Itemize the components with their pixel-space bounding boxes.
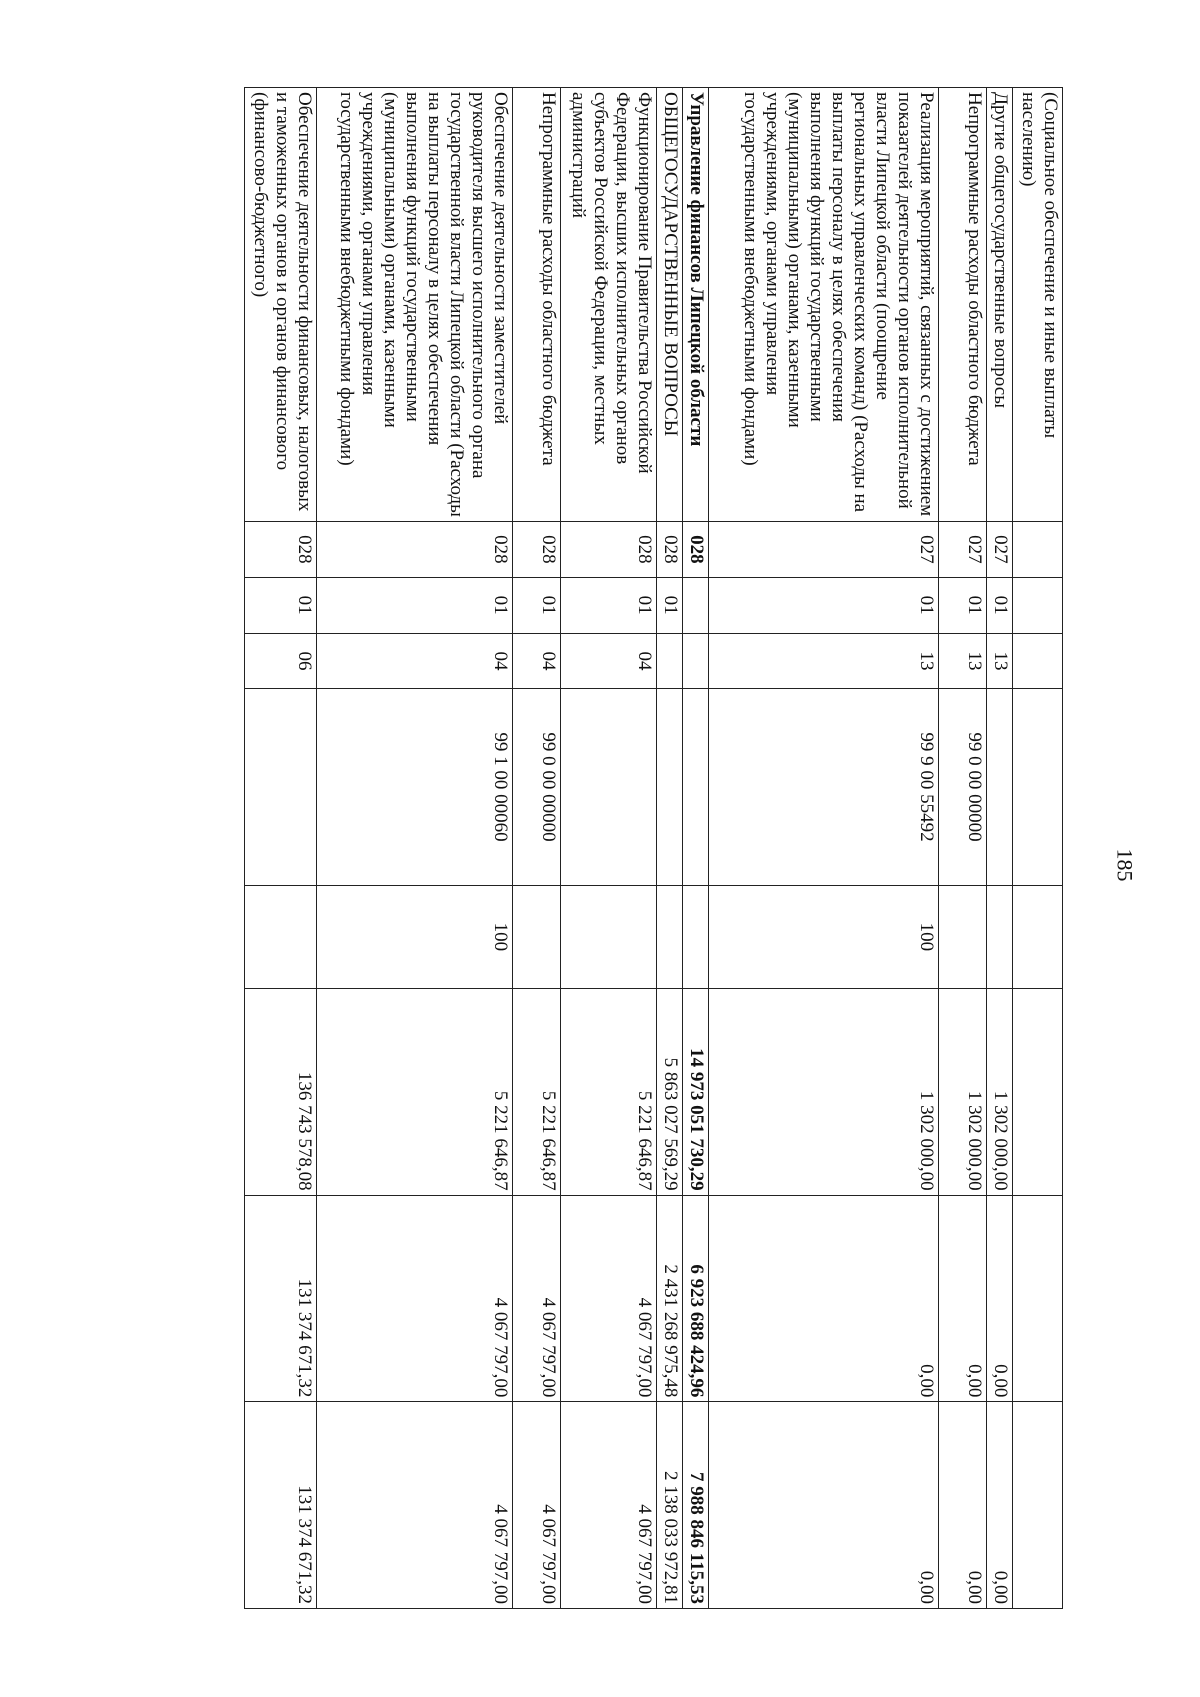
cell-pr [1013, 633, 1063, 689]
cell-description: Функционирование Правительства Российской Федерации, высших исполнительных органов субъектов Российской Федерации, местных администраций [561, 88, 657, 522]
cell-sum-3: 0,00 [939, 1402, 987, 1609]
cell-pr: 06 [245, 633, 317, 689]
budget-table-body [245, 88, 1063, 1609]
cell-vr [1013, 885, 1063, 988]
cell-vr: 100 [709, 885, 939, 988]
cell-rz: 01 [657, 577, 683, 633]
table-row [561, 88, 657, 1609]
cell-rz: 01 [939, 577, 987, 633]
cell-cs [245, 689, 317, 885]
cell-pr: 04 [513, 633, 561, 689]
cell-sum-1: 5 863 027 569,29 [657, 989, 683, 1196]
cell-cs [987, 689, 1013, 885]
budget-table [244, 87, 1063, 1609]
cell-pr [683, 633, 709, 689]
cell-pr: 13 [709, 633, 939, 689]
cell-pr: 13 [939, 633, 987, 689]
cell-glav: 028 [317, 521, 513, 577]
cell-glav: 027 [709, 521, 939, 577]
cell-rz: 01 [245, 577, 317, 633]
cell-sum-3: 2 138 033 972,81 [657, 1402, 683, 1609]
cell-sum-3: 0,00 [709, 1402, 939, 1609]
cell-sum-2: 0,00 [987, 1195, 1013, 1402]
cell-sum-2: 2 431 268 975,48 [657, 1195, 683, 1402]
cell-sum-1: 1 302 000,00 [987, 989, 1013, 1196]
cell-vr [657, 885, 683, 988]
cell-cs: 99 1 00 00060 [317, 689, 513, 885]
cell-rz: 01 [987, 577, 1013, 633]
cell-vr: 100 [317, 885, 513, 988]
page-number: 185 [1112, 848, 1138, 882]
cell-cs [657, 689, 683, 885]
cell-sum-2: 4 067 797,00 [561, 1195, 657, 1402]
table-row [317, 88, 513, 1609]
cell-sum-2: 4 067 797,00 [513, 1195, 561, 1402]
cell-sum-3: 4 067 797,00 [513, 1402, 561, 1609]
cell-description: Обеспечение деятельности заместителей руководителя высшего исполнительного органа государственной власти Липецкой области (Расходы на выплаты персоналу в целях обеспечения выполнения функций государственными (муниципальными) органами, казенными учреждениями, органами управления государственными внебюджетными фондами) [317, 88, 513, 522]
cell-vr [683, 885, 709, 988]
cell-glav: 028 [513, 521, 561, 577]
cell-rz [1013, 577, 1063, 633]
cell-pr: 13 [987, 633, 1013, 689]
cell-cs: 99 0 00 00000 [939, 689, 987, 885]
cell-description: Управление финансов Липецкой области [683, 88, 709, 522]
table-row [245, 88, 317, 1609]
cell-cs [1013, 689, 1063, 885]
cell-sum-2: 4 067 797,00 [317, 1195, 513, 1402]
cell-cs: 99 0 00 00000 [513, 689, 561, 885]
table-row [987, 88, 1013, 1609]
cell-glav: 028 [561, 521, 657, 577]
rotated-table-wrapper [137, 87, 1063, 1609]
cell-description: Реализация мероприятий, связанных с достижением показателей деятельности органов исполнительной власти Липецкой области (поощрение региональных управленческих команд) (Расходы на выплаты персоналу в целях обеспечения выполнения функций государственными (муниципальными) органами, казенными учреждениями, органами управления государственными внебюджетными фондами) [709, 88, 939, 522]
cell-cs: 99 9 00 55492 [709, 689, 939, 885]
cell-glav: 028 [245, 521, 317, 577]
cell-vr [245, 885, 317, 988]
cell-sum-3: 4 067 797,00 [561, 1402, 657, 1609]
cell-sum-2: 0,00 [939, 1195, 987, 1402]
cell-sum-1: 1 302 000,00 [939, 989, 987, 1196]
cell-sum-1: 1 302 000,00 [709, 989, 939, 1196]
cell-sum-3: 0,00 [987, 1402, 1013, 1609]
cell-vr [561, 885, 657, 988]
cell-sum-3: 131 374 671,32 [245, 1402, 317, 1609]
cell-sum-1: 136 743 578,08 [245, 989, 317, 1196]
cell-vr [987, 885, 1013, 988]
cell-description: Другие общегосударственные вопросы [987, 88, 1013, 522]
cell-glav: 028 [657, 521, 683, 577]
cell-sum-3 [1013, 1402, 1063, 1609]
cell-sum-1: 5 221 646,87 [561, 989, 657, 1196]
cell-vr [939, 885, 987, 988]
cell-pr [657, 633, 683, 689]
table-row [657, 88, 683, 1609]
cell-description: Обеспечение деятельности финансовых, налоговых и таможенных органов и органов финансового (финансово-бюджетного) [245, 88, 317, 522]
cell-pr: 04 [317, 633, 513, 689]
cell-vr [513, 885, 561, 988]
cell-rz [683, 577, 709, 633]
table-row [1013, 88, 1063, 1609]
table-row [513, 88, 561, 1609]
cell-description: ОБЩЕГОСУДАРСТВЕННЫЕ ВОПРОСЫ [657, 88, 683, 522]
cell-description: (Социальное обеспечение и иные выплаты населению) [1013, 88, 1063, 522]
cell-cs [683, 689, 709, 885]
cell-sum-1 [1013, 989, 1063, 1196]
cell-pr: 04 [561, 633, 657, 689]
cell-sum-3: 4 067 797,00 [317, 1402, 513, 1609]
cell-sum-2: 0,00 [709, 1195, 939, 1402]
cell-cs [561, 689, 657, 885]
cell-sum-2 [1013, 1195, 1063, 1402]
table-row [939, 88, 987, 1609]
cell-description: Непрограммные расходы областного бюджета [513, 88, 561, 522]
cell-description: Непрограммные расходы областного бюджета [939, 88, 987, 522]
cell-sum-1: 5 221 646,87 [513, 989, 561, 1196]
cell-rz: 01 [317, 577, 513, 633]
table-row [683, 88, 709, 1609]
cell-rz: 01 [513, 577, 561, 633]
cell-sum-1: 14 973 051 730,29 [683, 989, 709, 1196]
cell-rz: 01 [561, 577, 657, 633]
cell-sum-2: 6 923 688 424,96 [683, 1195, 709, 1402]
cell-glav [1013, 521, 1063, 577]
cell-rz: 01 [709, 577, 939, 633]
cell-glav: 027 [987, 521, 1013, 577]
cell-glav: 028 [683, 521, 709, 577]
cell-sum-2: 131 374 671,32 [245, 1195, 317, 1402]
cell-sum-3: 7 988 846 115,53 [683, 1402, 709, 1609]
cell-sum-1: 5 221 646,87 [317, 989, 513, 1196]
cell-glav: 027 [939, 521, 987, 577]
table-row [709, 88, 939, 1609]
